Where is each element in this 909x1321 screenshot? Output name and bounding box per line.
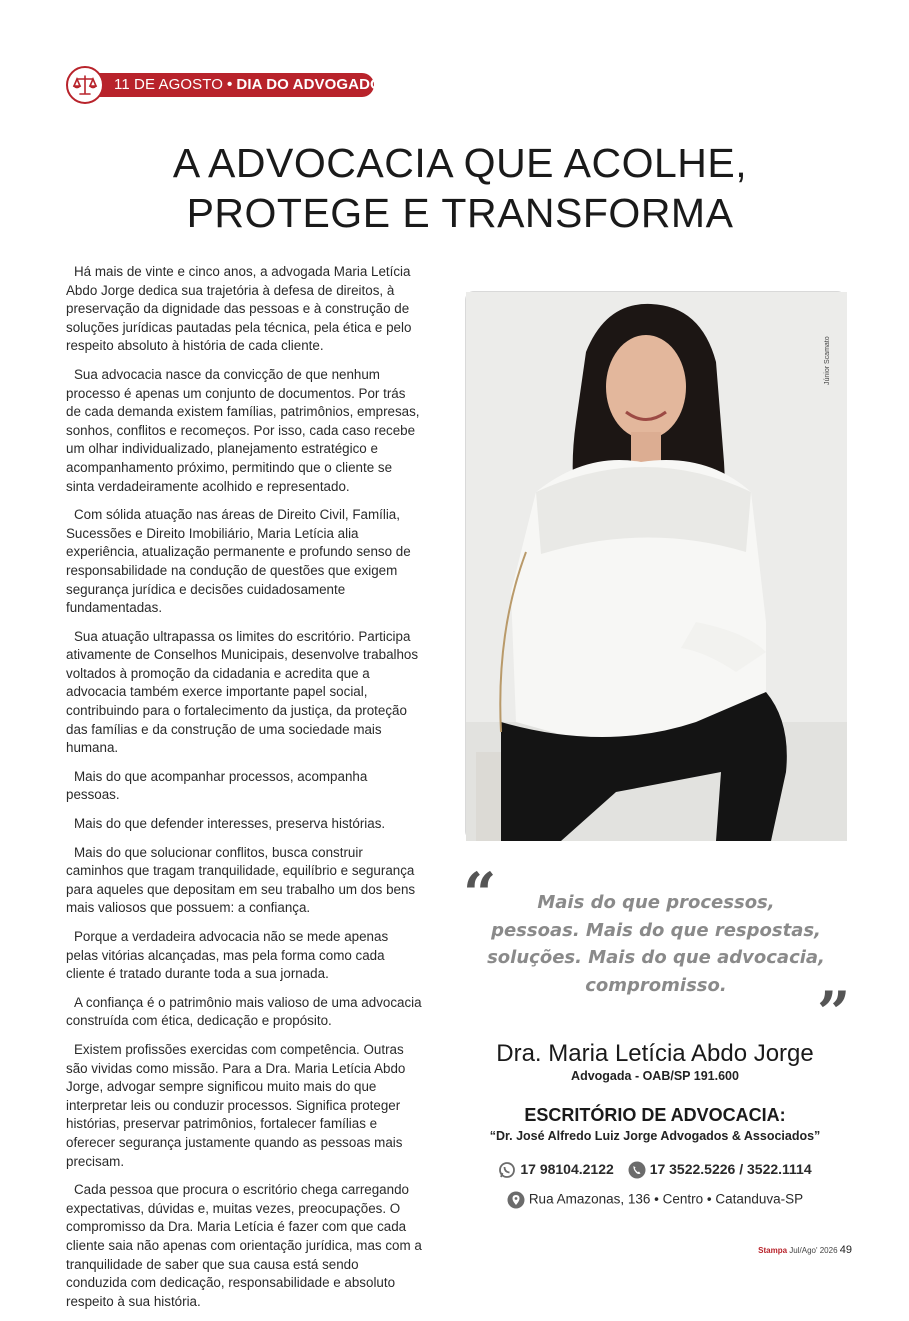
pull-quote-line: soluções. Mais do que advocacia, [487,947,825,968]
photo-credit: Júnior Scamato [824,336,831,385]
open-quote-mark: “ [463,860,497,928]
article-title-line-2: PROTEGE E TRANSFORMA [186,190,734,236]
issue-label: Jul/Ago' 2026 [789,1246,838,1255]
whatsapp-number: 17 98104.2122 [520,1161,614,1178]
body-paragraph: Mais do que solucionar conflitos, busca construir caminhos que tragam tranquilidade, equilíbrio e segurança para aqueles que depositam em seu trabalho um dos bens mais valiosos que possuem: a confiança. [66,844,416,916]
location-pin-icon [507,1191,525,1209]
body-paragraph: Mais do que acompanhar processos, acompanha pessoas. [66,768,368,803]
page-number: 49 [839,1244,852,1256]
body-paragraph: Cada pessoa que procura o escritório chega carregando expectativas, dúvidas e, muitas vezes, preocupações. O compromisso da Dra. Maria Letícia é fazer com que cada cliente saia não apenas com orientação jurídica, mas com a tranquilidade de saber que sua causa está sendo conduzida com dedicação, responsabilidade e absoluto respeito à sua história. [66,1182,422,1309]
address-text: Rua Amazonas, 136 • Centro • Catanduva-SP [528,1191,804,1207]
tag-separator: • [227,76,233,93]
phone-contact[interactable] [628,1161,812,1179]
pull-quote-line: Mais do que processos, [537,892,775,913]
body-paragraph: Porque a verdadeira advocacia não se mede apenas pelas vitórias alcançadas, mas pela forma como cada cliente é tratado durante toda a sua jornada. [66,929,389,982]
body-paragraph: Existem profissões exercidas com competência. Outras são vividas como missão. Para a Dra. Maria Letícia Abdo Jorge, advogar sempre significou muito mais do que interpretar leis ou conduzir processos. Significa proteger histórias, preservar patrimônios, fortalecer famílias e oferecer segurança justamente quando as pessoas mais precisam. [66,1041,406,1169]
section-tag [66,66,382,104]
article-title [60,138,860,238]
body-paragraph: Sua advocacia nasce da convicção de que nenhum processo é apenas um conjunto de documentos. Por trás de cada demanda existem famílias, patrimônios, empresas, sonhos, conflitos e recomeços. Por isso, cada caso recebe um olhar individualizado, planejamento estratégico e acompanhamento próximo, permitindo que o cliente se sinta verdadeiramente acolhido e representado. [66,366,420,494]
magazine-brand: Stampa [758,1246,788,1255]
page-footer [742,1244,852,1256]
lawyer-name: Dra. Maria Letícia Abdo Jorge [496,1040,814,1067]
phone-icon [628,1161,646,1179]
portrait-photo [465,291,846,840]
body-paragraph: Mais do que defender interesses, preserva histórias. [74,816,386,832]
body-paragraph: Sua atuação ultrapassa os limites do escritório. Participa ativamente de Conselhos Municipais, desenvolve trabalhos voltados à promoção da cidadania e acredita que a advocacia também exerce importante papel social, contribuindo para o fortalecimento da justiça, da proteção das famílias e da construção de uma sociedade mais humana. [66,628,419,756]
pull-quote-line: compromisso. [585,974,727,996]
office-title: ESCRITÓRIO DE ADVOCACIA: [524,1105,786,1125]
phone-number: 17 3522.5226 / 3522.1114 [649,1161,812,1178]
article-title-line-1: A ADVOCACIA QUE ACOLHE, [172,140,748,186]
body-paragraph: Com sólida atuação nas áreas de Direito Civil, Família, Sucessões e Direito Imobiliário, Maria Letícia alia experiência, atualização permanente e profundo senso de responsabilidade na condução de questões que exigem segurança jurídica e decisões cuidadosamente fundamentadas. [66,507,411,616]
body-paragraph: Há mais de vinte e cinco anos, a advogada Maria Letícia Abdo Jorge dedica sua trajetória à defesa de direitos, à preservação da dignidade das pessoas e à construção de soluções jurídicas pautadas pela técnica, pela ética e pelo respeito absoluto à história de cada cliente. [66,264,412,354]
whatsapp-contact[interactable] [498,1161,613,1179]
body-paragraph: A confiança é o patrimônio mais valioso de uma advocacia construída com ética, dedicação e propósito. [66,994,422,1029]
contact-row [460,1161,850,1179]
whatsapp-icon [498,1161,516,1179]
pull-quote [478,889,834,999]
scales-of-justice-icon [66,66,104,104]
article-body [66,263,422,1321]
lawyer-role: Advogada - OAB/SP 191.600 [571,1069,739,1083]
tag-event: DIA DO ADVOGADO [236,76,382,93]
pull-quote-line: pessoas. Mais do que respostas, [491,919,821,941]
section-tag-label [90,73,382,97]
tag-date: 11 DE AGOSTO [114,76,224,93]
firm-name: “Dr. José Alfredo Luiz Jorge Advogados & Associados” [489,1129,821,1143]
address-row [460,1191,850,1209]
close-quote-mark: ” [817,979,851,1047]
